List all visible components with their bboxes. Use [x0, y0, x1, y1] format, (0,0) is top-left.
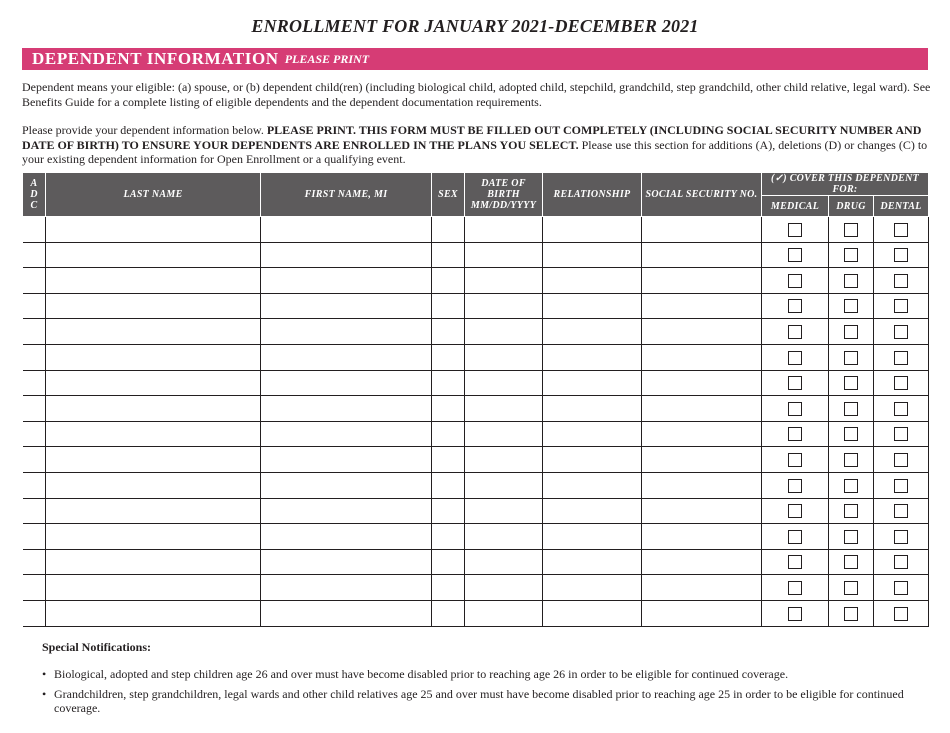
dental-cell: [874, 268, 929, 294]
dependent-row: [23, 293, 929, 319]
last-name-field[interactable]: [46, 396, 261, 422]
notification-item: [42, 687, 922, 716]
dob-header-line1: DATE OF: [481, 178, 526, 189]
dental-cell: [874, 472, 929, 498]
medical-cell: [762, 549, 829, 575]
medical-cell: [762, 498, 829, 524]
medical-checkbox[interactable]: [788, 581, 802, 595]
first-name-header: FIRST NAME, MI: [261, 173, 432, 217]
dental-checkbox[interactable]: [894, 325, 908, 339]
dental-cell: [874, 370, 929, 396]
dependent-row: [23, 575, 929, 601]
dental-checkbox[interactable]: [894, 299, 908, 313]
ssn-field[interactable]: [642, 447, 762, 473]
drug-cell: [829, 293, 874, 319]
first-name-field[interactable]: [261, 549, 432, 575]
relationship-field[interactable]: [543, 344, 642, 370]
section-title: DEPENDENT INFORMATION: [32, 49, 279, 68]
relationship-field[interactable]: [543, 319, 642, 345]
medical-checkbox[interactable]: [788, 376, 802, 390]
notifications-list: [42, 667, 922, 716]
first-name-field[interactable]: [261, 575, 432, 601]
sex-field[interactable]: [432, 396, 465, 422]
drug-checkbox[interactable]: [844, 504, 858, 518]
first-name-field[interactable]: [261, 472, 432, 498]
first-name-field[interactable]: [261, 293, 432, 319]
dependent-row: [23, 217, 929, 243]
section-banner: [22, 48, 928, 70]
instructions-tail: Please use this section for additions (A), deletions (D) or changes (C) to your existing dependent information for Open Enrollment or a qualifying event.: [22, 137, 928, 166]
dental-cell: [874, 344, 929, 370]
ssn-field[interactable]: [642, 396, 762, 422]
drug-checkbox[interactable]: [844, 555, 858, 569]
drug-header: DRUG: [829, 196, 874, 217]
last-name-field[interactable]: [46, 344, 261, 370]
first-name-field[interactable]: [261, 524, 432, 550]
relationship-field[interactable]: [543, 498, 642, 524]
dental-checkbox[interactable]: [894, 248, 908, 262]
first-name-field[interactable]: [261, 242, 432, 268]
dob-field[interactable]: [465, 498, 543, 524]
adc-cell[interactable]: [23, 549, 46, 575]
first-name-field[interactable]: [261, 447, 432, 473]
ssn-header: SOCIAL SECURITY NO.: [642, 173, 762, 217]
medical-header: MEDICAL: [762, 196, 829, 217]
dental-checkbox[interactable]: [894, 530, 908, 544]
dental-cell: [874, 549, 929, 575]
dental-checkbox[interactable]: [894, 274, 908, 288]
dob-field[interactable]: [465, 344, 543, 370]
ssn-field[interactable]: [642, 242, 762, 268]
adc-cell[interactable]: [23, 524, 46, 550]
dob-field[interactable]: [465, 242, 543, 268]
dob-field[interactable]: [465, 268, 543, 294]
drug-cell: [829, 498, 874, 524]
drug-checkbox[interactable]: [844, 274, 858, 288]
last-name-field[interactable]: [46, 498, 261, 524]
dob-field[interactable]: [465, 396, 543, 422]
cover-header: (✓) COVER THIS DEPENDENT FOR:: [762, 173, 929, 196]
medical-checkbox[interactable]: [788, 402, 802, 416]
relationship-field[interactable]: [543, 217, 642, 243]
dental-checkbox[interactable]: [894, 402, 908, 416]
medical-checkbox[interactable]: [788, 299, 802, 313]
medical-checkbox[interactable]: [788, 274, 802, 288]
dental-cell: [874, 421, 929, 447]
sex-field[interactable]: [432, 472, 465, 498]
drug-cell: [829, 370, 874, 396]
adc-cell[interactable]: [23, 447, 46, 473]
drug-cell: [829, 575, 874, 601]
dob-field[interactable]: [465, 472, 543, 498]
ssn-field[interactable]: [642, 293, 762, 319]
dob-field[interactable]: [465, 217, 543, 243]
last-name-field[interactable]: [46, 549, 261, 575]
medical-checkbox[interactable]: [788, 351, 802, 365]
sex-field[interactable]: [432, 575, 465, 601]
adc-cell[interactable]: [23, 344, 46, 370]
medical-checkbox[interactable]: [788, 427, 802, 441]
last-name-field[interactable]: [46, 268, 261, 294]
relationship-field[interactable]: [543, 600, 642, 626]
adc-cell[interactable]: [23, 472, 46, 498]
sex-field[interactable]: [432, 524, 465, 550]
ssn-field[interactable]: [642, 217, 762, 243]
sex-field[interactable]: [432, 217, 465, 243]
dental-checkbox[interactable]: [894, 607, 908, 621]
sex-field[interactable]: [432, 549, 465, 575]
dob-field[interactable]: [465, 447, 543, 473]
dental-checkbox[interactable]: [894, 581, 908, 595]
drug-checkbox[interactable]: [844, 223, 858, 237]
ssn-field[interactable]: [642, 498, 762, 524]
relationship-field[interactable]: [543, 396, 642, 422]
adc-cell[interactable]: [23, 217, 46, 243]
first-name-field[interactable]: [261, 600, 432, 626]
first-name-field[interactable]: [261, 217, 432, 243]
drug-cell: [829, 524, 874, 550]
dental-cell: [874, 396, 929, 422]
adc-cell[interactable]: [23, 575, 46, 601]
medical-checkbox[interactable]: [788, 530, 802, 544]
medical-checkbox[interactable]: [788, 453, 802, 467]
medical-cell: [762, 319, 829, 345]
first-name-field[interactable]: [261, 498, 432, 524]
medical-cell: [762, 344, 829, 370]
dependent-row: [23, 421, 929, 447]
drug-checkbox[interactable]: [844, 402, 858, 416]
drug-checkbox[interactable]: [844, 607, 858, 621]
first-name-field[interactable]: [261, 268, 432, 294]
instructions-paragraph: [22, 123, 932, 167]
dependent-row: [23, 447, 929, 473]
sex-field[interactable]: [432, 293, 465, 319]
adc-header-d: D: [30, 189, 38, 200]
medical-checkbox[interactable]: [788, 325, 802, 339]
medical-checkbox[interactable]: [788, 248, 802, 262]
relationship-field[interactable]: [543, 447, 642, 473]
dental-cell: [874, 242, 929, 268]
dental-cell: [874, 498, 929, 524]
dental-cell: [874, 319, 929, 345]
medical-cell: [762, 472, 829, 498]
sex-field[interactable]: [432, 421, 465, 447]
medical-cell: [762, 370, 829, 396]
notification-item: [42, 667, 922, 682]
medical-cell: [762, 575, 829, 601]
last-name-field[interactable]: [46, 575, 261, 601]
last-name-field[interactable]: [46, 217, 261, 243]
drug-cell: [829, 242, 874, 268]
bullet: •: [42, 667, 47, 681]
medical-cell: [762, 524, 829, 550]
first-name-field[interactable]: [261, 344, 432, 370]
dental-cell: [874, 524, 929, 550]
dental-cell: [874, 575, 929, 601]
sex-field[interactable]: [432, 370, 465, 396]
relationship-field[interactable]: [543, 421, 642, 447]
dependent-row: [23, 370, 929, 396]
medical-cell: [762, 447, 829, 473]
sex-field[interactable]: [432, 344, 465, 370]
dental-checkbox[interactable]: [894, 427, 908, 441]
drug-cell: [829, 396, 874, 422]
drug-checkbox[interactable]: [844, 248, 858, 262]
drug-checkbox[interactable]: [844, 530, 858, 544]
dob-field[interactable]: [465, 293, 543, 319]
adc-cell[interactable]: [23, 242, 46, 268]
dob-field[interactable]: [465, 319, 543, 345]
medical-checkbox[interactable]: [788, 607, 802, 621]
medical-cell: [762, 600, 829, 626]
adc-cell[interactable]: [23, 396, 46, 422]
drug-cell: [829, 472, 874, 498]
first-name-field[interactable]: [261, 319, 432, 345]
last-name-field[interactable]: [46, 447, 261, 473]
instructions-lead: Please provide your dependent information below.: [22, 123, 267, 137]
adc-header-a: A: [30, 178, 38, 189]
last-name-field[interactable]: [46, 242, 261, 268]
relationship-field[interactable]: [543, 293, 642, 319]
dependent-row: [23, 242, 929, 268]
adc-header-c: C: [30, 200, 38, 211]
sex-field[interactable]: [432, 242, 465, 268]
last-name-field[interactable]: [46, 600, 261, 626]
sex-field[interactable]: [432, 268, 465, 294]
ssn-field[interactable]: [642, 600, 762, 626]
ssn-field[interactable]: [642, 344, 762, 370]
drug-checkbox[interactable]: [844, 299, 858, 313]
dob-field[interactable]: [465, 549, 543, 575]
dental-checkbox[interactable]: [894, 479, 908, 493]
dob-field[interactable]: [465, 575, 543, 601]
adc-cell[interactable]: [23, 319, 46, 345]
medical-cell: [762, 421, 829, 447]
drug-checkbox[interactable]: [844, 479, 858, 493]
dob-header: [465, 173, 543, 217]
sex-field[interactable]: [432, 447, 465, 473]
adc-header: [23, 173, 46, 217]
first-name-field[interactable]: [261, 370, 432, 396]
dependent-row: [23, 498, 929, 524]
drug-cell: [829, 549, 874, 575]
drug-checkbox[interactable]: [844, 453, 858, 467]
ssn-field[interactable]: [642, 575, 762, 601]
dob-header-line2: BIRTH: [487, 189, 520, 200]
dental-header: DENTAL: [874, 196, 929, 217]
drug-cell: [829, 217, 874, 243]
last-name-field[interactable]: [46, 293, 261, 319]
dental-cell: [874, 600, 929, 626]
ssn-field[interactable]: [642, 268, 762, 294]
first-name-field[interactable]: [261, 396, 432, 422]
ssn-field[interactable]: [642, 319, 762, 345]
adc-cell[interactable]: [23, 370, 46, 396]
medical-cell: [762, 268, 829, 294]
instructions-bold: PLEASE PRINT. THIS FORM MUST BE FILLED OUT COMPLETELY (INCLUDING SOCIAL SECURITY NUMBER AND DATE OF BIRTH) TO ENSURE YOUR DEPENDENTS ARE ENROLLED IN THE PLANS YOU SELECT.: [22, 123, 922, 152]
drug-cell: [829, 268, 874, 294]
dob-field[interactable]: [465, 370, 543, 396]
dependent-row: [23, 472, 929, 498]
last-name-field[interactable]: [46, 370, 261, 396]
last-name-field[interactable]: [46, 472, 261, 498]
drug-cell: [829, 319, 874, 345]
dependent-row: [23, 268, 929, 294]
drug-checkbox[interactable]: [844, 581, 858, 595]
dental-cell: [874, 217, 929, 243]
notification-text: Biological, adopted and step children age 26 and over must have become disabled prior to reaching age 26 in order to be eligible for continued coverage.: [54, 667, 789, 681]
relationship-field[interactable]: [543, 370, 642, 396]
drug-checkbox[interactable]: [844, 427, 858, 441]
dependent-row: [23, 396, 929, 422]
form-title: ENROLLMENT FOR JANUARY 2021-DECEMBER 2021: [251, 16, 699, 36]
dob-field[interactable]: [465, 421, 543, 447]
medical-cell: [762, 242, 829, 268]
dental-checkbox[interactable]: [894, 223, 908, 237]
intro-paragraph: Dependent means your eligible: (a) spouse, or (b) dependent child(ren) (including biological child, adopted child, stepchild, grandchild, step grandchild, other child relative, legal ward). See Benefits Guide for a complete listing of eligible dependents and the dependent documentation requirements.: [22, 80, 931, 109]
relationship-field[interactable]: [543, 268, 642, 294]
dob-header-line3: MM/DD/YYYY: [470, 200, 537, 211]
sex-field[interactable]: [432, 498, 465, 524]
drug-checkbox[interactable]: [844, 351, 858, 365]
dependent-row: [23, 344, 929, 370]
last-name-header: LAST NAME: [46, 173, 261, 217]
drug-cell: [829, 421, 874, 447]
adc-cell[interactable]: [23, 268, 46, 294]
sex-field[interactable]: [432, 319, 465, 345]
dental-cell: [874, 293, 929, 319]
relationship-field[interactable]: [543, 472, 642, 498]
dental-checkbox[interactable]: [894, 555, 908, 569]
dental-cell: [874, 447, 929, 473]
dependent-row: [23, 549, 929, 575]
medical-checkbox[interactable]: [788, 479, 802, 493]
drug-cell: [829, 600, 874, 626]
ssn-field[interactable]: [642, 549, 762, 575]
ssn-field[interactable]: [642, 524, 762, 550]
dependent-rows: [23, 217, 929, 627]
medical-cell: [762, 293, 829, 319]
dental-checkbox[interactable]: [894, 376, 908, 390]
special-notifications: [42, 640, 922, 721]
last-name-field[interactable]: [46, 319, 261, 345]
relationship-header: RELATIONSHIP: [543, 173, 642, 217]
section-subtitle: PLEASE PRINT: [284, 51, 370, 66]
dental-checkbox[interactable]: [894, 504, 908, 518]
relationship-field[interactable]: [543, 524, 642, 550]
dental-checkbox[interactable]: [894, 453, 908, 467]
adc-cell[interactable]: [23, 600, 46, 626]
dependent-row: [23, 600, 929, 626]
relationship-field[interactable]: [543, 549, 642, 575]
dob-field[interactable]: [465, 600, 543, 626]
drug-checkbox[interactable]: [844, 376, 858, 390]
drug-cell: [829, 447, 874, 473]
adc-cell[interactable]: [23, 498, 46, 524]
ssn-field[interactable]: [642, 421, 762, 447]
notification-text: Grandchildren, step grandchildren, legal wards and other child relatives age 25 and over must have become disabled prior to reaching age 25 in order to be eligible for continued coverage.: [54, 686, 904, 715]
last-name-field[interactable]: [46, 524, 261, 550]
dental-checkbox[interactable]: [894, 351, 908, 365]
notifications-title: Special Notifications:: [42, 640, 151, 654]
bullet: •: [42, 686, 47, 701]
relationship-field[interactable]: [543, 575, 642, 601]
medical-cell: [762, 217, 829, 243]
adc-cell[interactable]: [23, 421, 46, 447]
medical-checkbox[interactable]: [788, 504, 802, 518]
dependent-row: [23, 319, 929, 345]
ssn-field[interactable]: [642, 370, 762, 396]
relationship-field[interactable]: [543, 242, 642, 268]
sex-header: SEX: [432, 173, 465, 217]
sex-field[interactable]: [432, 600, 465, 626]
ssn-field[interactable]: [642, 472, 762, 498]
last-name-field[interactable]: [46, 421, 261, 447]
drug-checkbox[interactable]: [844, 325, 858, 339]
medical-checkbox[interactable]: [788, 555, 802, 569]
adc-cell[interactable]: [23, 293, 46, 319]
dependent-table: [22, 172, 929, 627]
medical-checkbox[interactable]: [788, 223, 802, 237]
drug-cell: [829, 344, 874, 370]
first-name-field[interactable]: [261, 421, 432, 447]
dob-field[interactable]: [465, 524, 543, 550]
medical-cell: [762, 396, 829, 422]
dependent-row: [23, 524, 929, 550]
